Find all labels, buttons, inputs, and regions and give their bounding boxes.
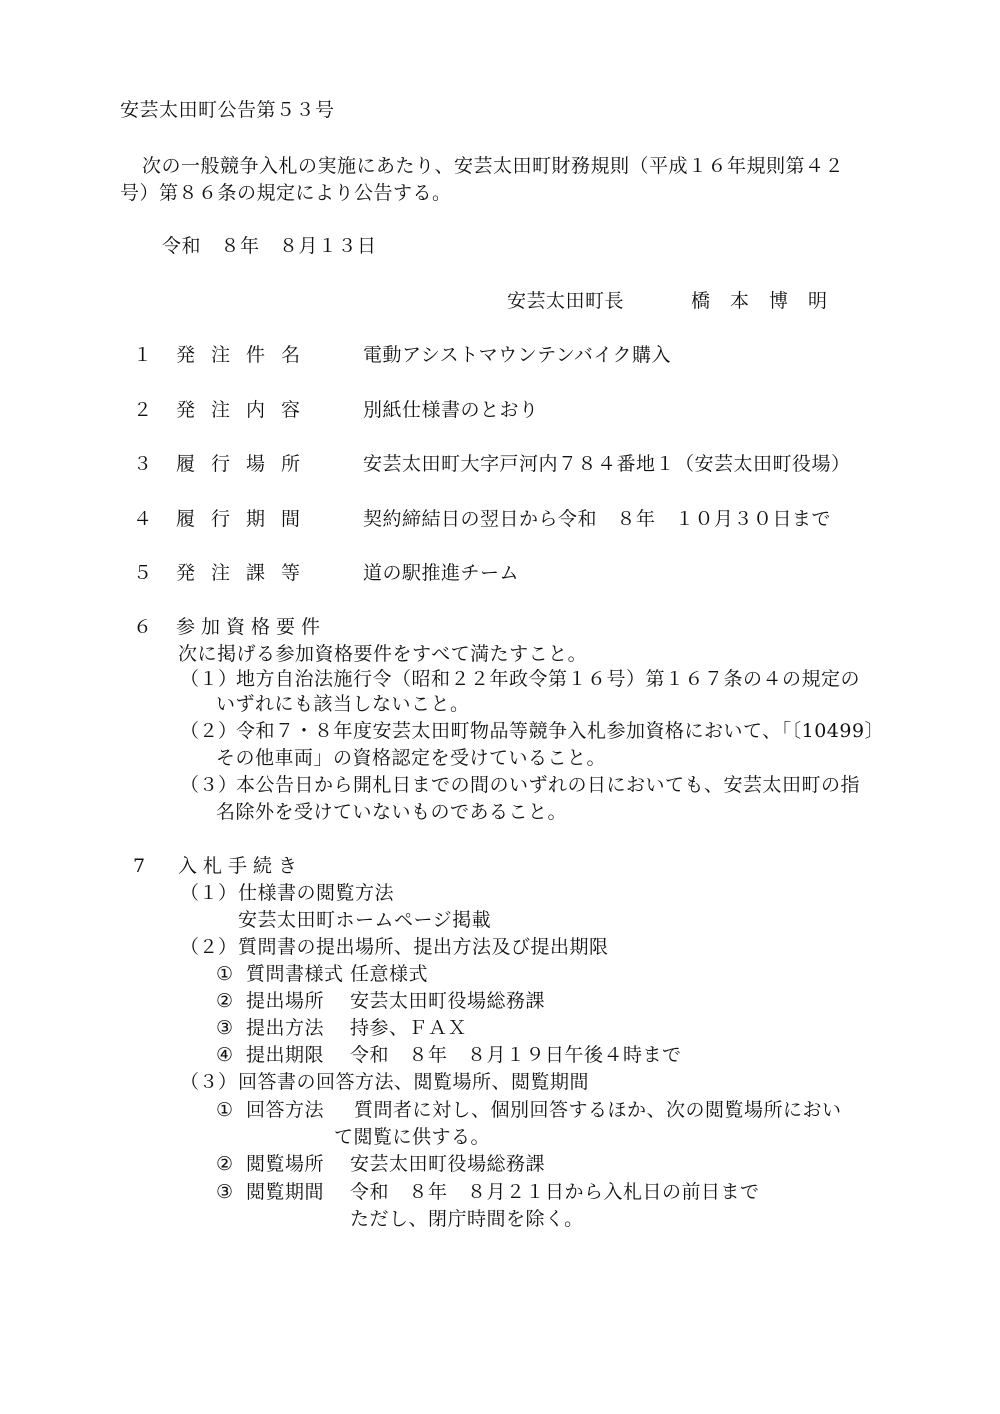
- row-value-cont: ただし、閉庁時間を除く。: [350, 1208, 584, 1230]
- condition-label: （３）: [180, 774, 238, 796]
- section-number: 7: [133, 855, 146, 877]
- notice-date: 令和 ８年 ８月１３日: [162, 235, 377, 257]
- item-heading: 発注件名: [176, 344, 317, 366]
- row-key: 閲覧期間: [246, 1181, 325, 1203]
- subsection-title: 回答書の回答方法、閲覧場所、閲覧期間: [238, 1071, 590, 1093]
- row-key: 閲覧場所: [246, 1153, 325, 1175]
- item-value: 道の駅推進チーム: [363, 562, 520, 584]
- row-value: 安芸太田町役場総務課: [350, 990, 546, 1012]
- row-key: 提出方法: [246, 1017, 325, 1039]
- item-heading: 履行期間: [176, 508, 317, 530]
- item-number: ３: [133, 453, 153, 475]
- row-value: 質問者に対し、個別回答するほか、次の閲覧場所におい: [354, 1099, 842, 1121]
- row-value: 安芸太田町役場総務課: [350, 1153, 546, 1175]
- condition-label: （１）: [180, 668, 238, 690]
- item-value: 別紙仕様書のとおり: [363, 399, 539, 421]
- row-key: 提出期限: [246, 1044, 325, 1066]
- item-number: ５: [133, 562, 153, 584]
- item-value: 電動アシストマウンテンバイク購入: [363, 344, 672, 366]
- item-value: 安芸太田町大字戸河内７８４番地１（安芸太田町役場）: [363, 453, 851, 475]
- subsection-label: （３）: [180, 1071, 238, 1093]
- subsection-label: （１）: [180, 882, 238, 904]
- row-mark: ①: [216, 963, 234, 985]
- row-mark: ①: [216, 1099, 234, 1121]
- signature-title: 安芸太田町長: [507, 290, 625, 312]
- condition-text: 地方自治法施行令（昭和２２年政令第１６号）第１６７条の４の規定の: [236, 668, 861, 690]
- row-mark: ③: [216, 1017, 234, 1039]
- row-mark: ②: [216, 990, 234, 1012]
- condition-text-cont: いずれにも該当しないこと。: [216, 693, 470, 715]
- row-key: 提出場所: [246, 990, 325, 1012]
- section-lead: 次に掲げる参加資格要件をすべて満たすこと。: [178, 643, 588, 665]
- row-key: 質問書様式: [246, 963, 344, 985]
- row-mark: ②: [216, 1153, 234, 1175]
- row-mark: ④: [216, 1044, 234, 1066]
- condition-text-cont: その他車両」の資格認定を受けていること。: [216, 747, 607, 769]
- subsection-detail: 安芸太田町ホームページ掲載: [238, 909, 492, 931]
- item-heading: 発注内容: [176, 399, 317, 421]
- item-heading: 発注課等: [176, 562, 317, 584]
- intro-line-2: 号）第８６条の規定により公告する。: [120, 182, 452, 204]
- condition-text: 令和７・８年度安芸太田町物品等競争入札参加資格において、「〔10499〕: [236, 720, 885, 742]
- intro-line-1: 次の一般競争入札の実施にあたり、安芸太田町財務規則（平成１６年規則第４２: [142, 155, 845, 177]
- row-value: 任意様式: [350, 963, 429, 985]
- section-heading: 入札手続き: [178, 855, 304, 877]
- item-number: １: [133, 344, 153, 366]
- row-mark: ③: [216, 1181, 234, 1203]
- notice-number: 安芸太田町公告第５３号: [120, 99, 335, 121]
- section-number: ６: [133, 616, 153, 638]
- item-heading: 履行場所: [176, 453, 317, 475]
- condition-text: 本公告日から開札日までの間のいずれの日においても、安芸太田町の指: [236, 774, 861, 796]
- row-value: 令和 ８年 ８月１９日午後４時まで: [350, 1044, 682, 1066]
- condition-label: （２）: [180, 720, 238, 742]
- row-key: 回答方法: [246, 1099, 325, 1121]
- row-value: 持参、ＦＡＸ: [350, 1017, 468, 1039]
- subsection-title: 質問書の提出場所、提出方法及び提出期限: [238, 936, 609, 958]
- item-number: ４: [133, 508, 153, 530]
- signature-name: 橋 本 博 明: [691, 290, 828, 312]
- row-value-cont: て閲覧に供する。: [334, 1126, 491, 1148]
- row-value: 令和 ８年 ８月２１日から入札日の前日まで: [350, 1181, 760, 1203]
- subsection-label: （２）: [180, 936, 238, 958]
- condition-text-cont: 名除外を受けていないものであること。: [216, 801, 568, 823]
- item-value: 契約締結日の翌日から令和 ８年 １０月３０日まで: [363, 508, 832, 530]
- item-number: ２: [133, 399, 153, 421]
- subsection-title: 仕様書の閲覧方法: [238, 882, 395, 904]
- section-heading: 参加資格要件: [176, 616, 327, 638]
